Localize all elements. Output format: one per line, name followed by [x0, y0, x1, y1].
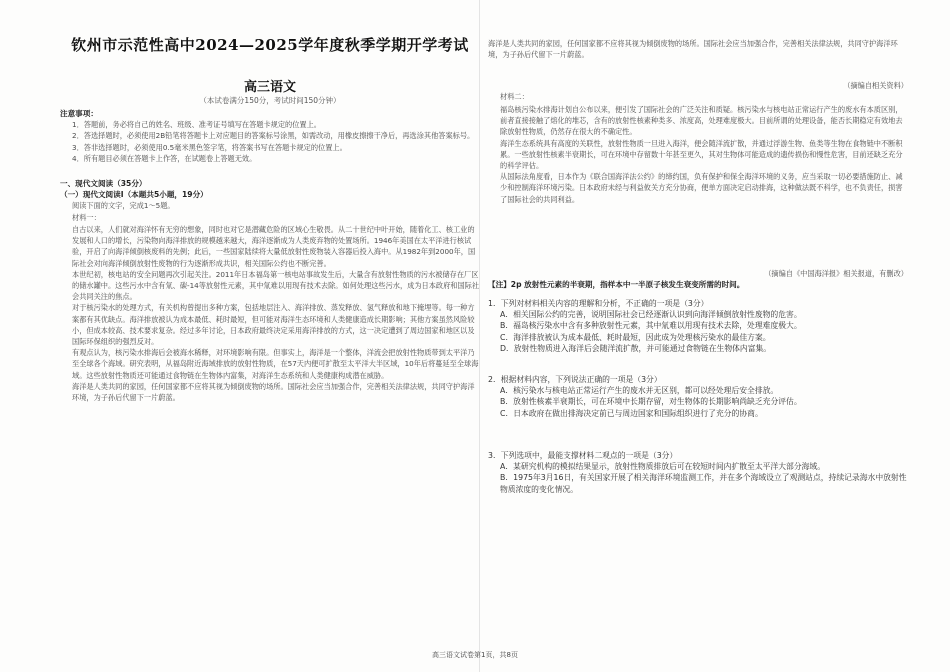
section1-header — [60, 178, 480, 223]
body-paragraph: 有观点认为，核污染水排海后会被海水稀释，对环境影响有限。但事实上，海洋是一个整体，洋流会把放射性物质带到太平洋乃至全球各个海域。研究表明，从福岛附近海域排放的放射性物质，在57天内便可扩散至太平洋大半区域，10年后将蔓延至全球海域。这些放射性物质还可能通过食物链在生物体内富集，对海洋生态系统和人类健康构成潜在威胁。 — [72, 348, 479, 380]
answer-option: A．核污染水与核电站正常运行产生的废水并无区别，都可以经处理后安全排放。 — [500, 386, 779, 396]
answer-option: A．相关国际公约的完善，说明国际社会已经逐渐认识到向海洋倾倒放射性废物的危害。 — [500, 310, 802, 320]
material-label: 材料一： — [72, 212, 101, 222]
question-1 — [488, 298, 908, 354]
instruction-item: 1．答题前，务必将自己的姓名、班级、准考证号填写在答题卡规定的位置上。 — [72, 120, 321, 130]
instruction-item: 2．答选择题时，必须使用2B铅笔将答题卡上对应题目的答案标号涂黑，如需改动，用橡皮擦擦干净后，再选涂其他答案标号。 — [72, 131, 475, 141]
instructions-heading: 注意事项： — [60, 109, 98, 118]
material-source: （摘编自《中国海洋报》相关报道，有删改） — [764, 269, 908, 278]
body-paragraph: 海洋是人类共同的家园，任何国家都不应将其视为倾倒废物的场所。国际社会应当加强合作，完善相关法律法规，共同守护海洋环境，为子孙后代留下一片蔚蓝。 — [488, 39, 898, 60]
body-paragraph: 自古以来，人们就对海洋怀有无穷的想象，同时也对它是潜藏危险的区域心生敬畏。从二十世纪中叶开始，随着化工、核工业的发展和人口的增长，污染物向海洋排放的规模越来越大，海洋逐渐成为人类废弃物的处置场所。1946年美国在太平洋进行核试验，开启了向海洋倾倒核废料的先例；此后，一些国家陆续将大量低放射性废物装入容器后投入海中。从1982年到2000年，国际社会对向海洋倾倒放射性废物的行为逐渐形成共识，相关国际公约也不断完善。 — [72, 225, 476, 268]
body-paragraph: 从国际法角度看，日本作为《联合国海洋法公约》的缔约国，负有保护和保全海洋环境的义务，应当采取一切必要措施防止、减少和控制海洋环境污染。日本政府未经与利益攸关方充分协商，便单方面决定启动排海，这种做法既不科学，也不负责任，损害了国际社会的共同利益。 — [500, 172, 903, 204]
body-paragraph: 海洋生态系统具有高度的关联性，放射性物质一旦进入海洋，便会随洋流扩散，并通过浮游生物、鱼类等生物在食物链中不断积累。一些放射性核素半衰期长，可在环境中存留数十年甚至更久，其对生物体可能造成的遗传损伤和慢性危害，目前还缺乏充分的科学评估。 — [500, 138, 903, 171]
body-paragraph: 福岛核污染水排海计划自公布以来，便引发了国际社会的广泛关注和质疑。核污染水与核电站正常运行产生的废水有本质区别，前者直接接触了熔化的堆芯，含有的放射性核素种类多、浓度高，处理难度极大。目前所谓的处理设备，能否长期稳定有效地去除放射性物质，仍然存在很大的不确定性。 — [500, 105, 903, 137]
body-paragraph: 对于核污染水的处理方式，有关机构曾提出多种方案，包括地层注入、海洋排放、蒸发释放、氢气释放和地下掩埋等。每一种方案都有其优缺点。海洋排放被认为成本最低、耗时最短，但可能对海洋生态环境和人类健康造成长期影响；其他方案虽然风险较小，但成本较高、技术要求复杂。经过多年讨论，日本政府最终决定采用海洋排放的方式，这一决定遭到了周边国家和地区以及国际环保组织的强烈反对。 — [72, 303, 475, 347]
exam-time-note: （本试卷满分150分，考试时间150分钟） — [199, 96, 341, 105]
question-2 — [488, 374, 908, 419]
answer-option: A．某研究机构的模拟结果显示，放射性物质排放后可在较短时间内扩散至太平洋大部分海域。 — [500, 462, 826, 472]
question-stem: 2．根据材料内容，下列说法正确的一项是（3分） — [488, 375, 662, 384]
material1-source-block — [488, 80, 908, 102]
exam-subject: 高三语文 — [243, 80, 296, 95]
reading-instruction: 阅读下面的文字，完成1～5题。 — [72, 201, 175, 211]
instruction-item: 3．答非选择题时，必须使用0.5毫米黑色签字笔，将答案书写在答题卡规定的位置上。 — [72, 142, 347, 152]
left-column — [60, 0, 480, 672]
question-3 — [488, 450, 908, 495]
answer-option: C．日本政府在做出排海决定前已与周边国家和国际组织进行了充分的协商。 — [500, 408, 763, 418]
material2-source-block — [488, 268, 908, 290]
material2-text — [488, 104, 908, 262]
footnote: 【注】2p 放射性元素的半衰期，指样本中一半原子核发生衰变所需的时间。 — [488, 280, 745, 290]
page-footer: 高三语文试卷第1页，共8页 — [432, 651, 518, 659]
instruction-item: 4．所有题目必须在答题卡上作答，在试题卷上答题无效。 — [72, 153, 257, 163]
question-stem: 1．下列对材料相关内容的理解和分析，不正确的一项是（3分） — [488, 299, 709, 308]
body-paragraph: 本世纪初，核电站的安全问题再次引起关注。2011年日本福岛第一核电站事故发生后，大量含有放射性物质的污水被储存在厂区的储水罐中。这些污水中含有氚、碳-14等放射性元素，其中氚难以用现有技术去除。如何处理这些污水，成为日本政府和国际社会共同关注的焦点。 — [72, 269, 480, 302]
right-column — [488, 0, 908, 672]
material-source: （摘编自相关资料） — [843, 81, 908, 90]
material1-continued — [488, 38, 908, 76]
section-heading: 一、现代文阅读（35分） — [60, 179, 147, 188]
question-stem: 3．下列选项中，最能支撑材料二观点的一项是（3分） — [488, 451, 678, 460]
material1-text — [60, 224, 480, 632]
answer-option: C．海洋排放被认为成本最低、耗时最短，因此成为处理核污染水的最佳方案。 — [500, 332, 771, 342]
sub-section-heading: （一）现代文阅读Ⅰ（本题共5小题，19分） — [60, 190, 208, 200]
body-paragraph: 海洋是人类共同的家园，任何国家都不应将其视为倾倒废物的场所。国际社会应当加强合作，完善相关法律法规，共同守护海洋环境，为子孙后代留下一片蔚蓝。 — [72, 381, 475, 403]
answer-option: B．1975年3月16日，有关国家开展了相关海洋环境监测工作，并在多个海域设立了观测站点，持续记录海水中放射性物质浓度的变化情况。 — [500, 473, 907, 494]
answer-option: B．放射性核素半衰期长，可在环境中长期存留，对生物体的长期影响尚缺乏充分评估。 — [500, 397, 802, 407]
answer-option: D．放射性物质进入海洋后会随洋流扩散，并可能通过食物链在生物体内富集。 — [500, 343, 772, 353]
exam-title: 钦州市示范性高中2024—2025学年度秋季学期开学考试 — [71, 36, 469, 54]
answer-option: B．福岛核污染水中含有多种放射性元素，其中氚难以用现有技术去除，处理难度极大。 — [500, 321, 802, 331]
instructions-block — [60, 108, 480, 164]
material-label: 材料二： — [500, 92, 529, 102]
